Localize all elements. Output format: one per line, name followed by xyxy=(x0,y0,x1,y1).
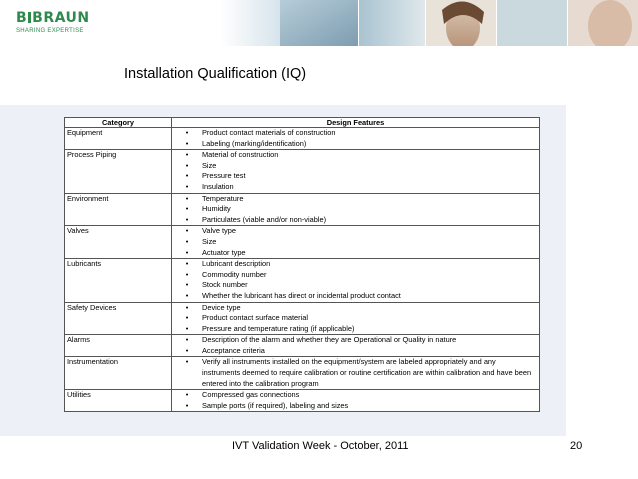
feature-text: Stock number xyxy=(202,280,248,290)
feature-item xyxy=(172,182,539,193)
feature-text: Insulation xyxy=(202,181,234,191)
row-design-features xyxy=(172,226,540,259)
bullet-icon: • xyxy=(185,214,189,224)
row-category: Environment xyxy=(65,193,172,226)
iq-table xyxy=(64,117,540,412)
feature-item xyxy=(172,150,539,161)
bullet-icon: • xyxy=(185,128,189,137)
bullet-icon: • xyxy=(185,323,189,333)
bullet-icon: • xyxy=(185,335,189,345)
feature-text: Whether the lubricant has direct or incidental product contact xyxy=(202,290,401,300)
feature-item xyxy=(172,204,539,215)
bullet-icon: • xyxy=(185,400,189,410)
photo-fade xyxy=(220,0,280,46)
row-design-features xyxy=(172,335,540,357)
feature-text: Temperature xyxy=(202,193,244,203)
logo-tagline: SHARING EXPERTISE xyxy=(16,28,84,34)
feature-text: Size xyxy=(202,236,217,246)
logo-separator xyxy=(28,12,31,23)
feature-text: Verify all instruments installed on the equipment/system are labeled appropriately and any instruments deemed to require calibration or routine certification are within calibration and have been entered into the calibration program xyxy=(202,357,532,388)
row-design-features xyxy=(172,128,540,150)
row-category: Equipment xyxy=(65,128,172,150)
feature-item xyxy=(172,259,539,270)
feature-text: Product contact materials of construction xyxy=(202,128,336,137)
row-category: Safety Devices xyxy=(65,302,172,335)
table-row xyxy=(65,128,540,150)
feature-text: Labeling (marking/identification) xyxy=(202,138,307,148)
table-row xyxy=(65,302,540,335)
feature-item xyxy=(172,248,539,259)
row-category: Lubricants xyxy=(65,259,172,302)
feature-item xyxy=(172,194,539,205)
row-design-features xyxy=(172,193,540,226)
feature-text: Sample ports (if required), labeling and sizes xyxy=(202,400,349,410)
bullet-icon: • xyxy=(185,160,189,170)
photo-equipment xyxy=(359,0,425,46)
bullet-icon: • xyxy=(185,390,189,400)
feature-text: Acceptance criteria xyxy=(202,345,265,355)
feature-item xyxy=(172,161,539,172)
row-category: Alarms xyxy=(65,335,172,357)
feature-item xyxy=(172,346,539,357)
feature-item xyxy=(172,291,539,302)
row-category: Process Piping xyxy=(65,150,172,193)
bullet-icon: • xyxy=(185,357,189,367)
bullet-icon: • xyxy=(185,259,189,269)
table-row xyxy=(65,150,540,193)
feature-text: Description of the alarm and whether they are Operational or Quality in nature xyxy=(202,335,457,345)
feature-text: Commodity number xyxy=(202,269,267,279)
bullet-icon: • xyxy=(185,269,189,279)
feature-text: Lubricant description xyxy=(202,259,271,269)
feature-item xyxy=(172,303,539,314)
feature-item xyxy=(172,128,539,139)
page-number: 20 xyxy=(570,440,583,452)
header-design-features: Design Features xyxy=(172,118,540,128)
feature-text: Particulates (viable and/or non-viable) xyxy=(202,214,327,224)
slide-title: Installation Qualification (IQ) xyxy=(124,66,307,82)
logo-letter-b: B xyxy=(16,10,28,26)
header-photos xyxy=(220,0,638,46)
header-photo-strip xyxy=(220,0,638,46)
footer-event: IVT Validation Week - October, 2011 xyxy=(232,440,409,452)
row-design-features xyxy=(172,302,540,335)
feature-item xyxy=(172,324,539,335)
logo-letters-braun: BRAUN xyxy=(32,10,90,26)
bullet-icon: • xyxy=(185,280,189,290)
feature-item xyxy=(172,171,539,182)
feature-item xyxy=(172,237,539,248)
bullet-icon: • xyxy=(185,345,189,355)
bullet-icon: • xyxy=(185,171,189,181)
bullet-icon: • xyxy=(185,247,189,257)
table-row xyxy=(65,226,540,259)
feature-text: Humidity xyxy=(202,204,231,214)
bullet-icon: • xyxy=(185,181,189,191)
feature-text: Pressure test xyxy=(202,171,246,181)
feature-text: Compressed gas connections xyxy=(202,390,300,400)
bullet-icon: • xyxy=(185,138,189,148)
feature-item xyxy=(172,401,539,412)
logo-wordmark xyxy=(16,10,106,26)
feature-text: Device type xyxy=(202,302,241,312)
bullet-icon: • xyxy=(185,150,189,160)
bullet-icon: • xyxy=(185,204,189,214)
feature-text: Valve type xyxy=(202,226,236,236)
table-header-row xyxy=(65,118,540,128)
table-row xyxy=(65,357,540,390)
slide-header xyxy=(0,0,638,46)
table-row xyxy=(65,390,540,412)
feature-text: Product contact surface material xyxy=(202,313,308,323)
feature-item xyxy=(172,357,539,389)
feature-text: Size xyxy=(202,160,217,170)
row-design-features xyxy=(172,259,540,302)
feature-item xyxy=(172,139,539,150)
row-design-features xyxy=(172,150,540,193)
feature-item xyxy=(172,270,539,281)
photo-water xyxy=(497,0,567,46)
feature-text: Pressure and temperature rating (if applicable) xyxy=(202,323,355,333)
feature-item xyxy=(172,215,539,226)
header-category: Category xyxy=(65,118,172,128)
bullet-icon: • xyxy=(185,302,189,312)
row-category: Instrumentation xyxy=(65,357,172,390)
feature-text: Actuator type xyxy=(202,247,246,257)
feature-item xyxy=(172,280,539,291)
feature-item xyxy=(172,390,539,401)
feature-item xyxy=(172,313,539,324)
bullet-icon: • xyxy=(185,313,189,323)
feature-item xyxy=(172,335,539,346)
row-category: Utilities xyxy=(65,390,172,412)
row-design-features xyxy=(172,357,540,390)
row-category: Valves xyxy=(65,226,172,259)
table-row xyxy=(65,259,540,302)
photo-sky xyxy=(280,0,358,46)
feature-text: Material of construction xyxy=(202,150,279,160)
bullet-icon: • xyxy=(185,193,189,203)
bullet-icon: • xyxy=(185,290,189,300)
bullet-icon: • xyxy=(185,226,189,236)
table-row xyxy=(65,335,540,357)
bullet-icon: • xyxy=(185,236,189,246)
row-design-features xyxy=(172,390,540,412)
table-row xyxy=(65,193,540,226)
bbraun-logo xyxy=(16,10,106,40)
feature-item xyxy=(172,226,539,237)
